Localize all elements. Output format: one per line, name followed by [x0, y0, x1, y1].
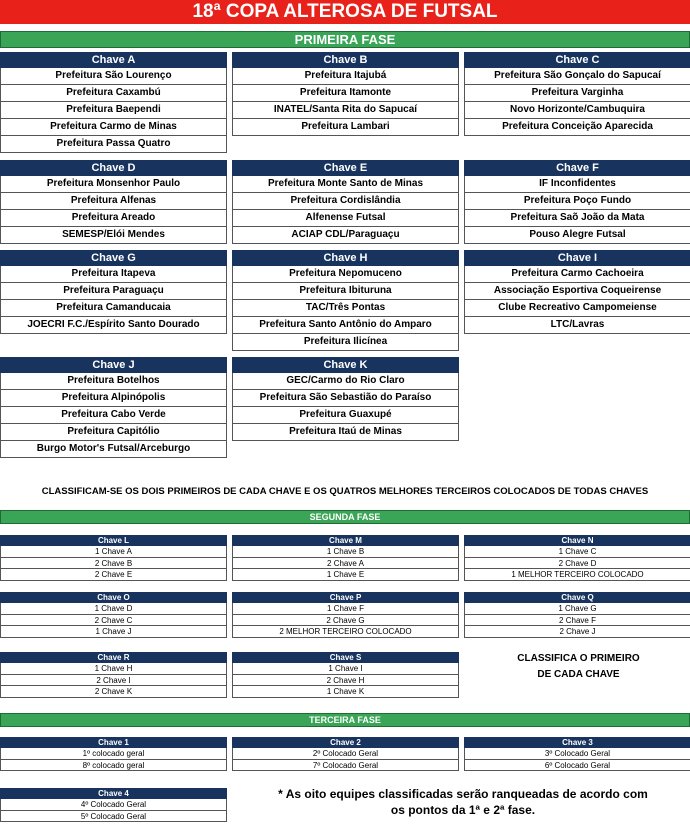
group-chave-d [0, 160, 227, 244]
team-cell: 7º Colocado Geral [232, 760, 459, 772]
team-cell: 2 Chave E [0, 569, 227, 581]
team-cell: 1 Chave D [0, 603, 227, 615]
phase-banner-segunda: SEGUNDA FASE [0, 510, 690, 524]
team-cell: 1 Chave K [232, 686, 459, 698]
team-cell: 2 Chave C [0, 615, 227, 627]
team-cell: 2 Chave G [232, 615, 459, 627]
group-header: Chave S [232, 652, 459, 663]
team-cell: Prefeitura Itaú de Minas [232, 424, 459, 441]
team-cell: 1 MELHOR TERCEIRO COLOCADO [464, 569, 690, 581]
group-header: Chave R [0, 652, 227, 663]
page-title: 18ª COPA ALTEROSA DE FUTSAL [0, 0, 690, 24]
team-cell: Prefeitura Ibituruna [232, 283, 459, 300]
team-cell: 2 Chave A [232, 558, 459, 570]
team-cell: 8º colocado geral [0, 760, 227, 772]
team-cell: 2 Chave K [0, 686, 227, 698]
team-cell: Prefeitura Areado [0, 210, 227, 227]
group-header: Chave L [0, 535, 227, 546]
team-cell: 1 Chave H [0, 663, 227, 675]
team-cell: Burgo Motor's Futsal/Arceburgo [0, 441, 227, 458]
group-chave-b [232, 52, 459, 136]
group-header: Chave N [464, 535, 690, 546]
team-cell: Prefeitura Poço Fundo [464, 193, 690, 210]
group-chave-h [232, 250, 459, 351]
team-cell: 1º colocado geral [0, 748, 227, 760]
team-cell: 1 Chave E [232, 569, 459, 581]
group-chave-i [464, 250, 690, 334]
team-cell: 1 Chave A [0, 546, 227, 558]
group-chave-k [232, 357, 459, 441]
team-cell: 2 Chave B [0, 558, 227, 570]
group-header: Chave F [464, 160, 690, 176]
team-cell: Prefeitura Itapeva [0, 266, 227, 283]
group-header: Chave E [232, 160, 459, 176]
team-cell: Prefeitura Monsenhor Paulo [0, 176, 227, 193]
group-header: Chave 4 [0, 788, 227, 799]
team-cell: Prefeitura Itajubá [232, 68, 459, 85]
group-chave-o [0, 592, 227, 638]
team-cell: 1 Chave I [232, 663, 459, 675]
team-cell: Prefeitura Conceição Aparecida [464, 119, 690, 136]
team-cell: Prefeitura Varginha [464, 85, 690, 102]
group-header: Chave Q [464, 592, 690, 603]
group-header: Chave I [464, 250, 690, 266]
group-chave-c [464, 52, 690, 136]
team-cell: Prefeitura Alfenas [0, 193, 227, 210]
ranking-note-line: * As oito equipes classificadas serão ranqueadas de acordo com [278, 787, 648, 801]
team-cell: ACIAP CDL/Paraguaçu [232, 227, 459, 244]
team-cell: 1 Chave J [0, 626, 227, 638]
team-cell: 1 Chave F [232, 603, 459, 615]
group-chave-p [232, 592, 459, 638]
group-header: Chave 2 [232, 737, 459, 748]
group-chave-r [0, 652, 227, 698]
group-chave-1 [0, 737, 227, 771]
group-chave-2 [232, 737, 459, 771]
phase-banner-terceira: TERCEIRA FASE [0, 713, 690, 727]
group-header: Chave G [0, 250, 227, 266]
team-cell: Prefeitura Itamonte [232, 85, 459, 102]
ranking-note [238, 786, 688, 818]
team-cell: Pouso Alegre Futsal [464, 227, 690, 244]
team-cell: 2 Chave F [464, 615, 690, 627]
team-cell: Prefeitura Santo Antônio do Amparo [232, 317, 459, 334]
team-cell: Prefeitura Carmo Cachoeira [464, 266, 690, 283]
team-cell: 1 Chave G [464, 603, 690, 615]
team-cell: SEMESP/Elói Mendes [0, 227, 227, 244]
team-cell: 4º Colocado Geral [0, 799, 227, 811]
team-cell: TAC/Três Pontas [232, 300, 459, 317]
team-cell: Associação Esportiva Coqueirense [464, 283, 690, 300]
team-cell: LTC/Lavras [464, 317, 690, 334]
team-cell: Prefeitura Camanducaia [0, 300, 227, 317]
group-chave-s [232, 652, 459, 698]
team-cell: 2 Chave J [464, 626, 690, 638]
group-header: Chave A [0, 52, 227, 68]
group-header: Chave B [232, 52, 459, 68]
classifica-line: DE CADA CHAVE [537, 669, 620, 680]
group-header: Chave 1 [0, 737, 227, 748]
team-cell: Prefeitura Cordislândia [232, 193, 459, 210]
ranking-note-line: os pontos da 1ª e 2ª fase. [390, 803, 536, 817]
team-cell: 2º Colocado Geral [232, 748, 459, 760]
team-cell: Prefeitura Botelhos [0, 373, 227, 390]
group-header: Chave M [232, 535, 459, 546]
classifica-line: CLASSIFICA O PRIMEIRO [517, 653, 640, 664]
group-chave-g [0, 250, 227, 334]
team-cell: Prefeitura Caxambú [0, 85, 227, 102]
team-cell: 3º Colocado Geral [464, 748, 690, 760]
group-header: Chave H [232, 250, 459, 266]
team-cell: IF Inconfidentes [464, 176, 690, 193]
team-cell: Clube Recreativo Campomeiense [464, 300, 690, 317]
team-cell: 1 Chave B [232, 546, 459, 558]
team-cell: GEC/Carmo do Rio Claro [232, 373, 459, 390]
group-chave-e [232, 160, 459, 244]
team-cell: 2 Chave I [0, 675, 227, 687]
team-cell: Prefeitura São Lourenço [0, 68, 227, 85]
group-chave-3 [464, 737, 690, 771]
team-cell: Prefeitura Nepomuceno [232, 266, 459, 283]
classification-notice: CLASSIFICAM-SE OS DOIS PRIMEIROS DE CADA CHAVE E OS QUATROS MELHORES TERCEIROS COLOCADOS DE TODAS CHAVES [41, 486, 649, 497]
group-chave-j [0, 357, 227, 458]
group-header: Chave K [232, 357, 459, 373]
phase-banner-primeira: PRIMEIRA FASE [0, 31, 690, 48]
team-cell: Prefeitura São Gonçalo do Sapucaí [464, 68, 690, 85]
group-chave-n [464, 535, 690, 581]
team-cell: Prefeitura São Sebastião do Paraíso [232, 390, 459, 407]
team-cell: Prefeitura Paraguaçu [0, 283, 227, 300]
team-cell: 5º Colocado Geral [0, 811, 227, 823]
group-chave-m [232, 535, 459, 581]
group-chave-f [464, 160, 690, 244]
team-cell: Prefeitura Passa Quatro [0, 136, 227, 153]
team-cell: JOECRI F.C./Espírito Santo Dourado [0, 317, 227, 334]
group-header: Chave J [0, 357, 227, 373]
group-header: Chave C [464, 52, 690, 68]
team-cell: Prefeitura Ilicínea [232, 334, 459, 351]
team-cell: INATEL/Santa Rita do Sapucaí [232, 102, 459, 119]
group-chave-l [0, 535, 227, 581]
team-cell: Prefeitura Monte Santo de Minas [232, 176, 459, 193]
team-cell: Prefeitura Carmo de Minas [0, 119, 227, 136]
team-cell: Prefeitura Lambari [232, 119, 459, 136]
classifica-text [465, 651, 690, 683]
group-chave-a [0, 52, 227, 153]
team-cell: 6º Colocado Geral [464, 760, 690, 772]
group-header: Chave 3 [464, 737, 690, 748]
team-cell: 2 MELHOR TERCEIRO COLOCADO [232, 626, 459, 638]
team-cell: 2 Chave H [232, 675, 459, 687]
team-cell: 2 Chave D [464, 558, 690, 570]
team-cell: Alfenense Futsal [232, 210, 459, 227]
team-cell: Prefeitura Cabo Verde [0, 407, 227, 424]
group-chave-q [464, 592, 690, 638]
group-header: Chave D [0, 160, 227, 176]
team-cell: Prefeitura Alpinópolis [0, 390, 227, 407]
team-cell: Prefeitura Guaxupé [232, 407, 459, 424]
team-cell: Novo Horizonte/Cambuquira [464, 102, 690, 119]
group-header: Chave O [0, 592, 227, 603]
team-cell: 1 Chave C [464, 546, 690, 558]
team-cell: Prefeitura Baependi [0, 102, 227, 119]
team-cell: Prefeitura Saõ João da Mata [464, 210, 690, 227]
group-chave-4 [0, 788, 227, 822]
group-header: Chave P [232, 592, 459, 603]
team-cell: Prefeitura Capitólio [0, 424, 227, 441]
